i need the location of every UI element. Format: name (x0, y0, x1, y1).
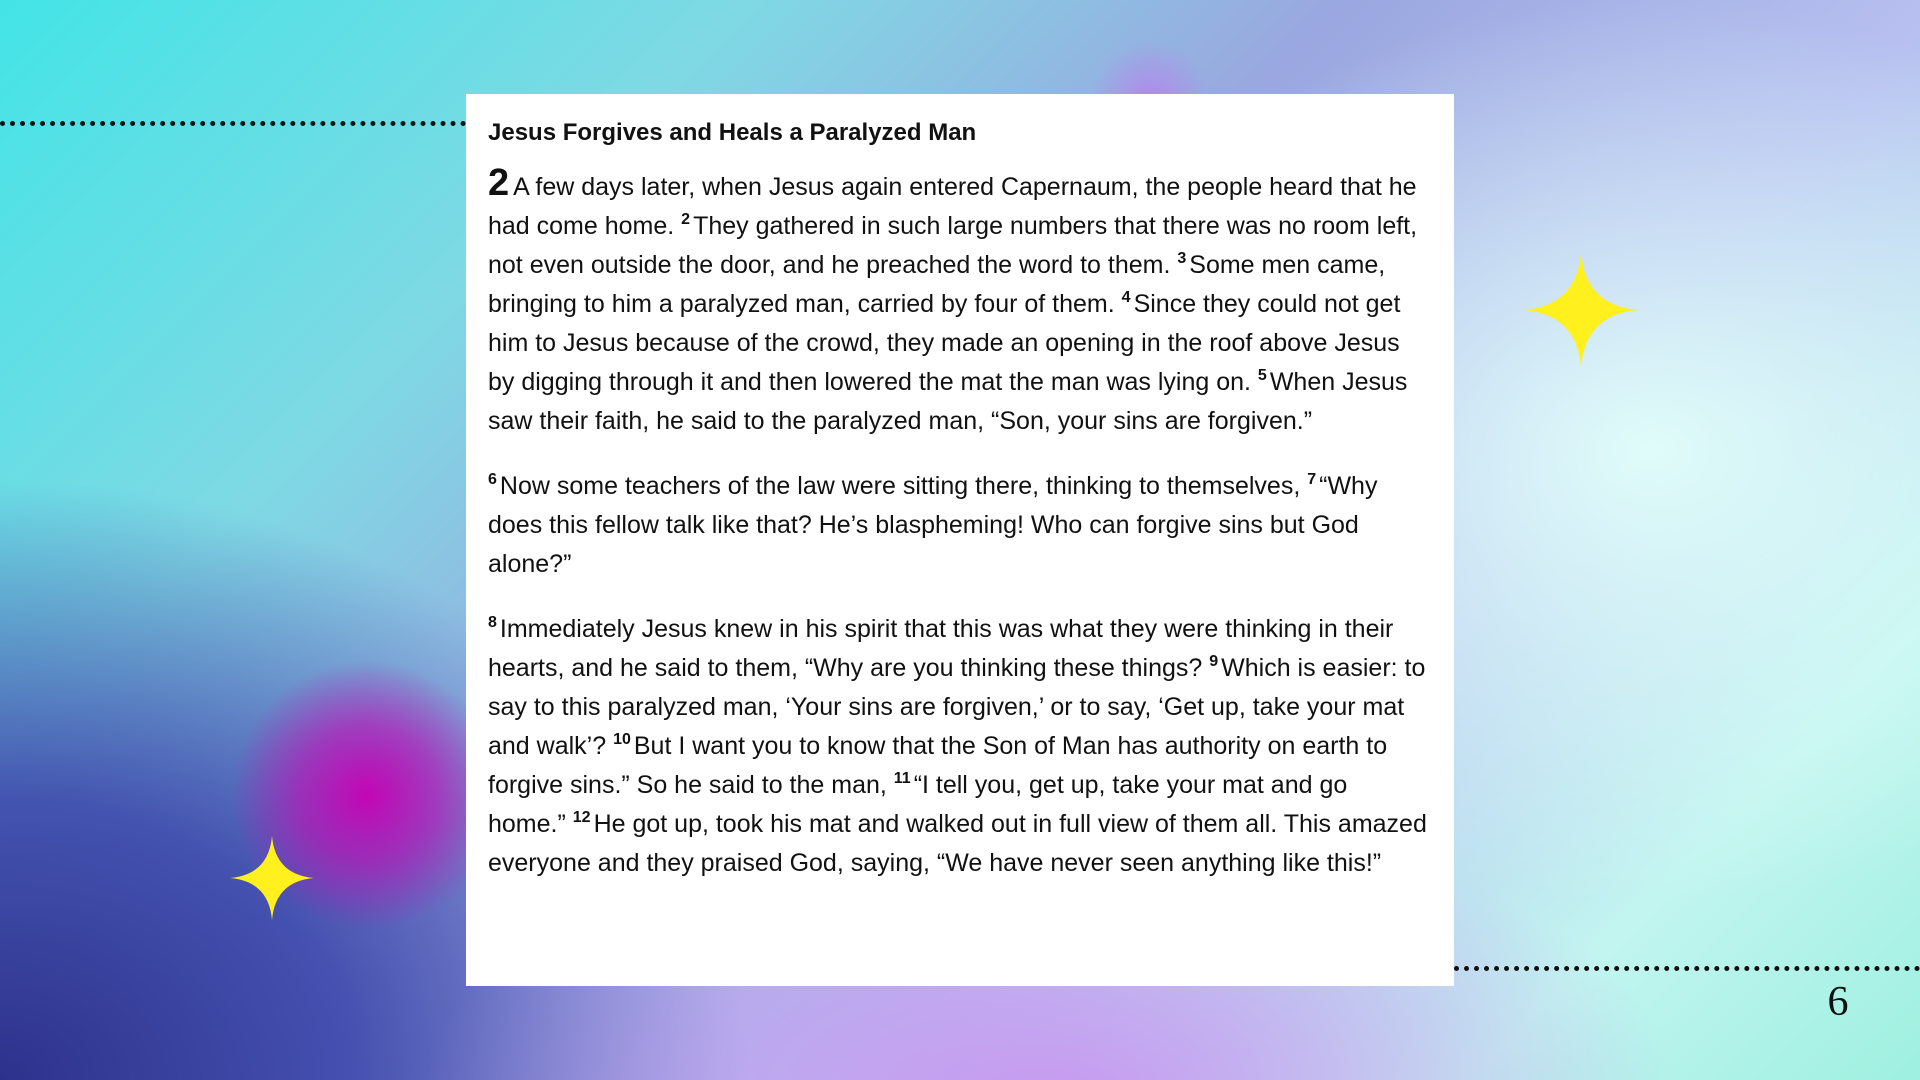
verse-number: 7 (1307, 471, 1317, 488)
passage-paragraph (488, 610, 1432, 883)
verse-number: 4 (1121, 289, 1131, 306)
verse-text: When Jesus saw their faith, he said to the paralyzed man, “Son, your sins are forgiven.” (488, 368, 1408, 435)
verse-number: 12 (572, 809, 591, 826)
verse-text: “Why does this fellow talk like that? He’s blaspheming! Who can forgive sins but God alone?” (488, 472, 1378, 578)
verse-text: “I tell you, get up, take your mat and go home.” (488, 771, 1348, 838)
verse-text: Now some teachers of the law were sitting there, thinking to themselves, (499, 472, 1308, 500)
verse-text: Which is easier: to say to this paralyzed man, ‘Your sins are forgiven,’ or to say, ‘Get up, take your mat and walk’? (488, 654, 1426, 760)
verse-number: 6 (488, 471, 497, 488)
sparkle-icon (230, 836, 314, 920)
verse-number: 8 (488, 614, 497, 631)
page-number: 6 (1827, 979, 1849, 1025)
verse-number: 3 (1177, 250, 1187, 267)
verse-text: Immediately Jesus knew in his spirit that this was what they were thinking in their hearts, and he said to them, “Why are you thinking these things? (488, 615, 1394, 682)
verse-text: Since they could not get him to Jesus because of the crowd, they made an opening in the roof above Jesus by digging through it and then lowered the mat the man was lying on. (488, 290, 1401, 396)
verse-text: But I want you to know that the Son of Man has authority on earth to forgive sins.” So he said to the man, (488, 732, 1388, 799)
passage-paragraph (488, 162, 1432, 441)
verse-text: They gathered in such large numbers that there was no room left, not even outside the door, and he preached the word to them. (488, 212, 1418, 279)
passage-title: Jesus Forgives and Heals a Paralyzed Man (488, 119, 977, 146)
sparkle-icon (1523, 253, 1639, 367)
verse-number: 11 (893, 770, 911, 787)
passage-body (488, 162, 1432, 883)
scripture-card (466, 94, 1454, 986)
verse-number: 2 (681, 211, 691, 228)
verse-text: Some men came, bringing to him a paralyzed man, carried by four of them. (488, 251, 1386, 318)
verse-number: 10 (613, 731, 631, 748)
dotted-divider-top (0, 121, 466, 126)
passage-paragraph (488, 467, 1432, 584)
dotted-divider-bottom (1454, 966, 1920, 971)
verse-text: A few days later, when Jesus again entered Capernaum, the people heard that he had come home. (488, 173, 1417, 240)
chapter-number: 2 (488, 162, 510, 204)
verse-text: He got up, took his mat and walked out in full view of them all. This amazed everyone and they praised God, saying, “We have never seen anything like this!” (488, 810, 1427, 877)
verse-number: 5 (1257, 367, 1267, 384)
verse-number: 9 (1209, 653, 1219, 670)
